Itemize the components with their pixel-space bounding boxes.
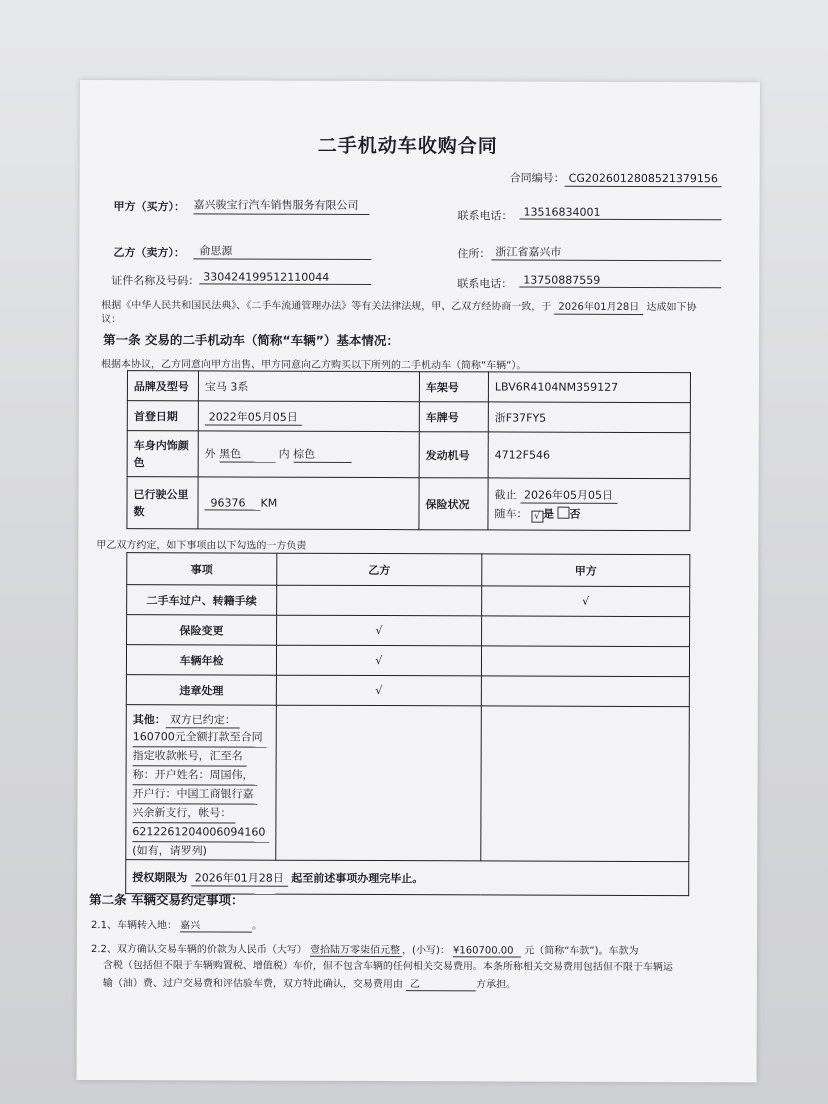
preamble-text: 根据《中华人民共和国民法典》、《二手车流通管理办法》等有关法律法规，甲、乙双方经协商一致，于 [101, 300, 552, 313]
clause-2-2-line2: 含税（包括但不限于车辆购置税、增值税）车价，但不包含车辆的任何相关交易费用。本条所称相关交易费用包括但不限于车辆运 [102, 960, 673, 974]
preamble-line2: 议： [101, 314, 122, 326]
contract-title: 二手机动车收购合同 [317, 134, 498, 158]
party-b-id-label: 证件名称及号码： [111, 274, 200, 288]
row-party-b-mark: √ [276, 675, 481, 706]
col-item-header: 事项 [127, 553, 277, 586]
mileage-label: 已行驶公里数 [127, 477, 198, 529]
mileage-unit: KM [260, 496, 278, 510]
row-party-b-mark: √ [276, 645, 481, 676]
clause-2-2-line3-text: 输（油）费、过户交易费和评估验车费，双方特此确认，交易费用由 [102, 978, 403, 991]
clause-2-2-text-b: ，(小写)： [402, 945, 450, 957]
reg-date-label: 首登日期 [127, 401, 198, 431]
auth-tail: 起至前述事项办理完毕止。 [291, 871, 424, 885]
other-party-b-cell [276, 705, 482, 861]
party-b-phone: 13750887559 [519, 274, 721, 289]
fee-party: 乙 [406, 975, 476, 991]
article1-heading: 第一条 交易的二手机动车（简称“车辆”）基本情况： [103, 332, 399, 349]
table-row [126, 645, 689, 677]
party-a-phone: 13516834001 [520, 206, 722, 221]
party-b-address-label: 住所： [457, 247, 491, 261]
row-party-a-mark [481, 646, 689, 677]
party-b-name: 俞思源 [193, 242, 371, 260]
row-item: 车辆年检 [126, 645, 276, 676]
row-item: 保险变更 [127, 615, 277, 646]
engine-value: 4712F546 [488, 432, 690, 479]
row-item: 二手车过户、转籍手续 [127, 585, 277, 616]
clause-2-2-line3-tail: 方承担。 [476, 979, 517, 991]
yes-label: 是 [542, 507, 555, 521]
other-label: 其他： [132, 713, 166, 727]
yes-checkbox[interactable]: √ [531, 510, 543, 522]
other-party-a-cell [481, 706, 690, 862]
contract-number-label: 合同编号： [509, 171, 565, 185]
other-line-2: 指定收款帐号，汇至名 [133, 747, 247, 766]
insurance-until [495, 485, 684, 505]
party-b-phone-label: 联系电话： [457, 277, 513, 291]
price-lowercase: ¥160700.00 [453, 945, 521, 957]
color-label: 车身内饰颜色 [127, 431, 198, 477]
with-car-label: 随车： [494, 506, 528, 521]
insurance-label: 保险状况 [419, 478, 488, 530]
vin-label: 车架号 [419, 372, 488, 402]
article2-heading: 第二条 车辆交易约定事项： [89, 892, 244, 908]
interior-color: 棕色 [293, 446, 351, 463]
party-b-id: 330424199512110044 [199, 270, 371, 285]
reg-date-value: 2022年05月05日 [205, 410, 302, 425]
insurance-cell [488, 478, 690, 531]
party-a-phone-label: 联系电话： [457, 209, 513, 223]
exterior-label: 外 [204, 447, 216, 461]
no-checkbox[interactable] [557, 506, 569, 518]
mileage-cell [198, 477, 419, 530]
interior-label: 内 [278, 447, 290, 461]
auth-date: 2026年01月28日 [191, 871, 288, 886]
responsibility-intro: 甲乙双方约定，如下事项由以下勾选的一方负责 [96, 540, 307, 552]
color-cell [198, 431, 419, 478]
party-a-label: 甲方（买方）： [113, 200, 186, 214]
article1-intro: 根据本协议，乙方同意向甲方出售、甲方同意向乙方购买以下所列的二手机动车（简称“车辆”）。 [100, 359, 527, 372]
clause-2-1-label: 2.1、车辆转入地： [91, 920, 177, 932]
other-line-3: 称：开户姓名：周国伟， [133, 766, 258, 785]
other-line-5: 兴余新支行，帐号： [132, 804, 235, 823]
party-a-name: 嘉兴骏宝行汽车销售服务有限公司 [194, 196, 370, 215]
insurance-until-label: 截止 [494, 487, 517, 502]
plate-value: 浙F37FY5 [488, 402, 690, 433]
responsibility-table [125, 552, 690, 896]
table-row [126, 675, 689, 707]
clause-2-2-line3 [103, 974, 516, 991]
exterior-color: 黑色 [219, 445, 275, 462]
engine-label: 发动机号 [419, 432, 488, 478]
col-party-a-header: 甲方 [482, 554, 690, 587]
row-party-a-mark: √ [482, 586, 690, 617]
row-party-a-mark [481, 676, 689, 707]
other-line-1: 160700元全额打款至合同 [133, 728, 267, 747]
brand-label: 品牌及型号 [127, 371, 198, 401]
preamble-text-tail: 达成如下协 [646, 301, 697, 314]
table-row [127, 585, 690, 617]
contract-number-value: CG2026012808521379156 [565, 172, 722, 188]
table-row [127, 615, 690, 647]
clause-2-2-text: 2.2、双方确认交易车辆的价款为人民币（大写） [90, 944, 307, 956]
row-party-a-mark [482, 616, 690, 647]
clause-2-2-line1 [91, 940, 639, 958]
with-car [494, 504, 683, 524]
other-line-0 [133, 711, 270, 728]
other-line-7: (如有，请罗列) [132, 844, 207, 858]
other-line-4: 开户行：中国工商银行嘉 [132, 785, 257, 804]
price-uppercase: 壹拾陆万零柒佰元整 [310, 941, 402, 957]
mileage-value: 96376 [205, 496, 261, 510]
vehicle-info-table [126, 370, 691, 531]
row-party-b-mark: √ [277, 615, 482, 646]
row-party-b-mark [277, 585, 482, 616]
clause-2-1-end: 。 [252, 920, 263, 932]
other-cell [126, 705, 277, 861]
insurance-until-date: 2026年05月05日 [520, 488, 617, 503]
clause-2-2-text-c: 元（简称“车款”)。车款为 [524, 945, 639, 957]
other-text: 双方已约定： [166, 713, 240, 728]
col-party-b-header: 乙方 [277, 553, 482, 586]
contract-number [510, 170, 722, 187]
party-b-label: 乙方（卖方）： [113, 246, 185, 260]
reg-date-cell [198, 401, 419, 432]
other-line-6: 6212261204006094160 [132, 823, 269, 842]
vin-value: LBV6R4104NM359127 [488, 372, 690, 403]
no-label: 否 [569, 507, 581, 521]
contract-page [77, 80, 760, 1082]
party-b-address: 浙江省嘉兴市 [491, 243, 721, 261]
auth-label: 授权期限为 [132, 870, 188, 884]
clause-2-1 [91, 916, 262, 933]
agreement-date: 2026年01月28日 [554, 302, 643, 315]
plate-label: 车牌号 [419, 402, 488, 432]
preamble-line1 [101, 296, 696, 313]
transfer-destination: 嘉兴 [180, 916, 252, 932]
brand-value: 宝马 3系 [198, 371, 419, 402]
row-item: 违章处理 [126, 675, 276, 706]
